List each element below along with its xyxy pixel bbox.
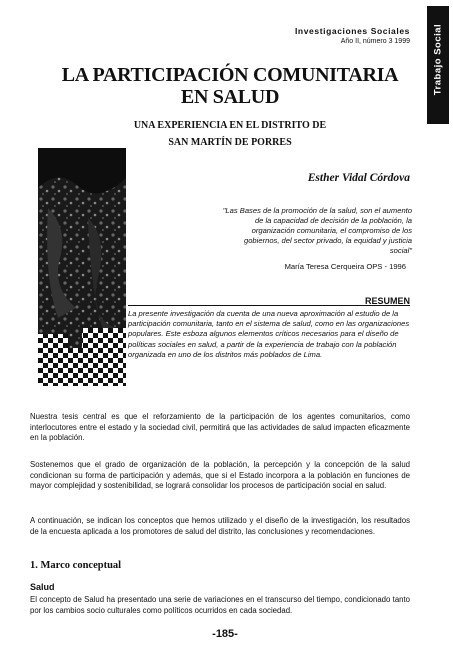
body-paragraph-2: Sostenemos que el grado de organización de la población, la percepción y la concepción de la salud condicionan su forma de participación y además, que si el Estado incorpora a la población en funciones de mayor complejidad y sostenibilidad, se logrará consolidar los procesos de participación social en salud. (30, 460, 410, 491)
subsection-heading: Salud (30, 582, 55, 592)
title-line-2: EN SALUD (180, 86, 280, 108)
subtitle-line-1: UNA EXPERIENCIA EN EL DISTRITO DE (133, 120, 327, 131)
body-paragraph-1: Nuestra tesis central es que el reforzamiento de la participación de los agentes comunitarios, como interlocutores entre el estado y la sociedad civil, permitirá que las actividades de salud impacten eficazmente en la población. (30, 412, 410, 443)
subtitle-line-2: SAN MARTÍN DE PORRES (168, 137, 292, 148)
journal-name: Investigaciones Sociales (294, 26, 410, 36)
photo-graphic (38, 148, 126, 386)
epigraph-quote: "Las Bases de la promoción de la salud, son el aumento de la capacidad de decisión de la población, la organización comunitaria, el compromiso de los gobiernos, del sector privado, la equidad y justicia social" (222, 206, 412, 255)
body-paragraph-4: El concepto de Salud ha presentado una serie de variaciones en el transcurso del tiempo, condicionado tanto por los cambios socio culturales como políticos ocurridos en cada sociedad. (30, 595, 410, 615)
section-tab-label: Trabajo Social (432, 23, 444, 96)
abstract-heading: RESUMEN (364, 296, 410, 306)
epigraph-source: María Teresa Cerqueira OPS - 1996 (284, 262, 406, 271)
body-paragraph-3: A continuación, se indican los conceptos que hemos utilizado y el diseño de la investigación, los resultados de la encuesta aplicada a los promotores de salud del distrito, las conclusiones y recomendaciones. (30, 516, 410, 536)
article-subtitle (70, 117, 390, 151)
article-photo (38, 148, 126, 386)
article-title (40, 64, 420, 108)
section-tab (427, 6, 449, 124)
journal-issue: Año II, número 3 1999 (340, 38, 410, 45)
abstract-divider (128, 305, 410, 306)
author-name: Esther Vidal Córdova (307, 172, 410, 184)
section-heading: 1. Marco conceptual (30, 560, 122, 571)
page-number: -185- (212, 628, 238, 640)
title-line-1: LA PARTICIPACIÓN COMUNITARIA (61, 64, 399, 86)
abstract-body: La presente investigación da cuenta de una nueva aproximación al estudio de la participación comunitaria, tanto en el sistema de salud, como en las organizaciones populares. Este esboza algunos elementos críticos necesarios para el diseño de políticas sociales en salud, a partir de la experiencia de trabajo con la población organizada en uno de los distritos más poblados de Lima. (128, 309, 410, 359)
